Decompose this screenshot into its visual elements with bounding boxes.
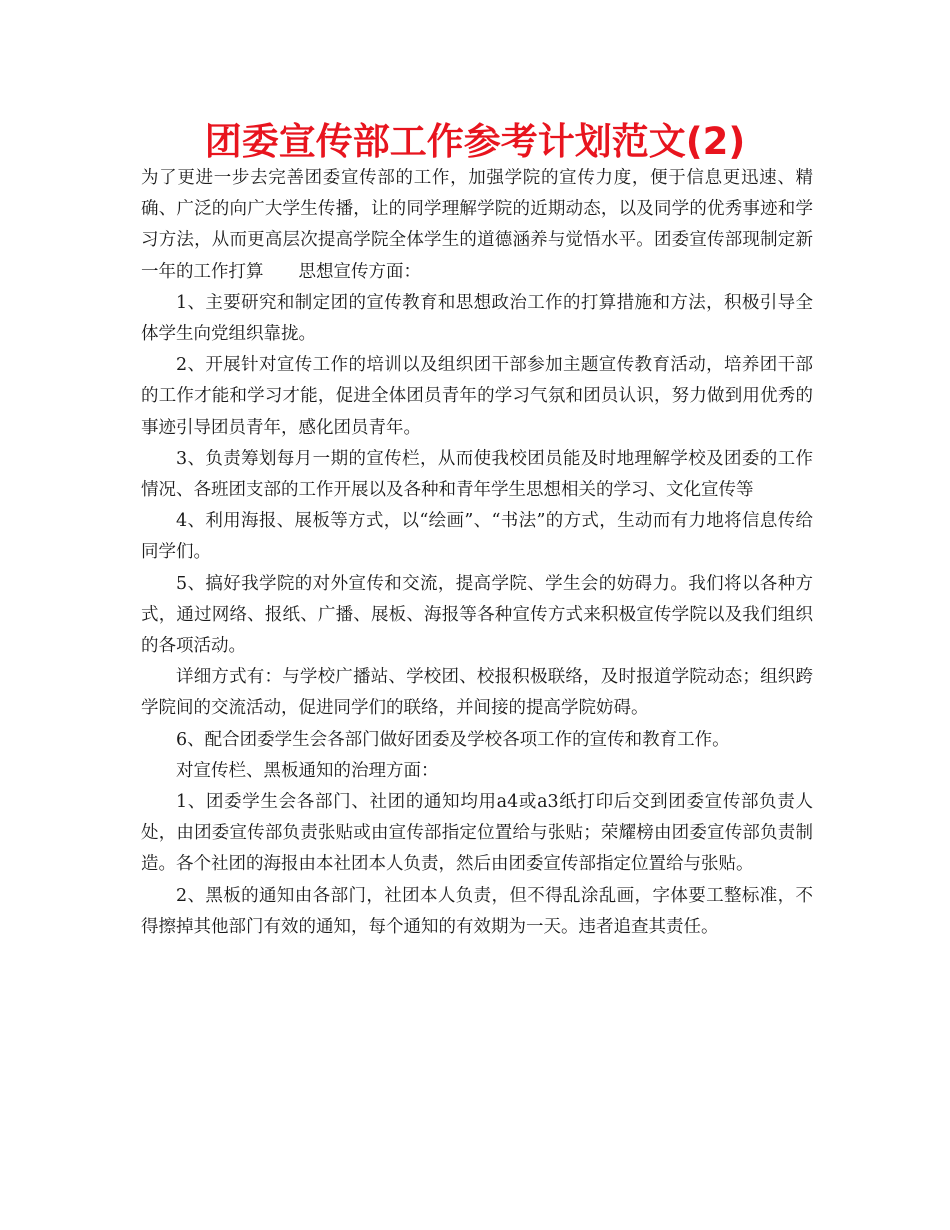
document-body	[141, 163, 813, 943]
paragraph-item: 1、主要研究和制定团的宣传教育和思想政治工作的打算措施和方法，积极引导全体学生向党组织靠拢。	[141, 292, 813, 345]
paragraph-detail: 详细方式有：与学校广播站、学校团、校报积极联络，及时报道学院动态；组织跨学院间的交流活动，促进同学们的联络，并间接的提高学院妨碍。	[141, 667, 813, 719]
paragraph-item: 3、负责筹划每月一期的宣传栏，从而使我校团员能及时地理解学校及团委的工作情况、各班团支部的工作开展以及各种和青年学生思想相关的学习、文化宣传等	[141, 448, 813, 501]
paragraph-item: 1、团委学生会各部门、社团的通知均用a4或a3纸打印后交到团委宣传部负责人处，由团委宣传部负责张贴或由宣传部指定位置给与张贴；荣耀榜由团委宣传部负责制造。各个社团的海报由本社团本人负责，然后由团委宣传部指定位置给与张贴。	[141, 792, 813, 875]
paragraph-item: 6、配合团委学生会各部门做好团委及学校各项工作的宣传和教育工作。	[176, 729, 730, 750]
paragraph-item: 2、开展针对宣传工作的培训以及组织团干部参加主题宣传教育活动，培养团干部的工作才能和学习才能，促进全体团员青年的学习气氛和团员认识，努力做到用优秀的事迹引导团员青年，感化团员青年。	[141, 355, 813, 438]
paragraph-item: 2、黑板的通知由各部门，社团本人负责，但不得乱涂乱画，字体要工整标准，不得擦掉其他部门有效的通知，每个通知的有效期为一天。违者追查其责任。	[141, 885, 813, 937]
paragraph-item: 5、搞好我学院的对外宣传和交流，提高学院、学生会的妨碍力。我们将以各种方式，通过网络、报纸、广播、展板、海报等各种宣传方式来积极宣传学院以及我们组织的各项活动。	[141, 573, 813, 657]
document-title: 团委宣传部工作参考计划范文(2)	[204, 120, 746, 163]
section-heading: 对宣传栏、黑板通知的治理方面：	[176, 760, 439, 781]
paragraph-item: 4、利用海报、展板等方式，以“绘画”、“书法”的方式，生动而有力地将信息传给同学们。	[141, 511, 813, 563]
paragraph-intro: 为了更进一步去完善团委宣传部的工作，加强学院的宣传力度，便于信息更迅速、精确、广泛的向广大学生传播，让的同学理解学院的近期动态，以及同学的优秀事迹和学习方法，从而更高层次提高学院全体学生的道德涵养与觉悟水平。团委宣传部现制定新一年的工作打算 思想宣传方面：	[141, 168, 813, 282]
